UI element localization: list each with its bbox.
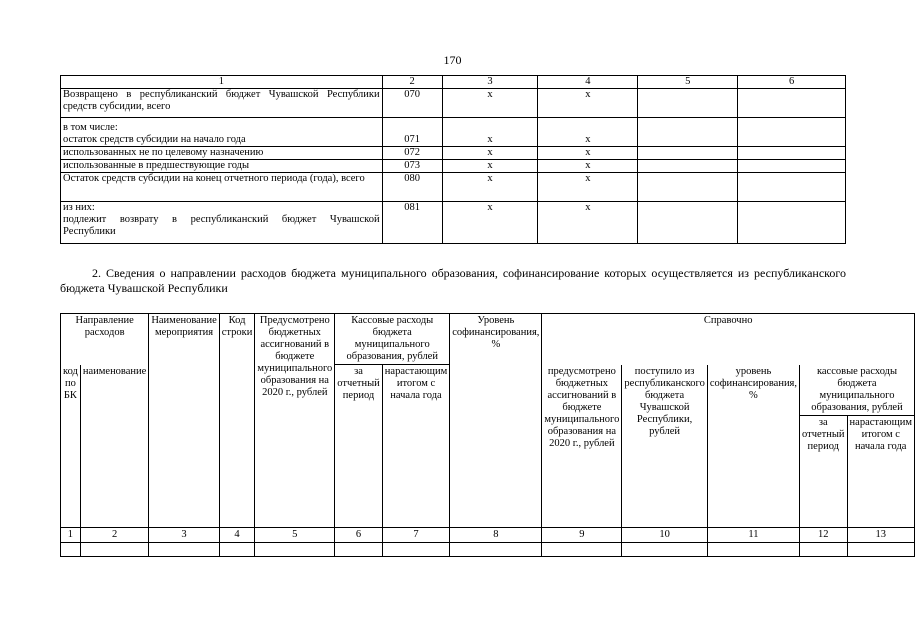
empty-cell bbox=[542, 542, 622, 556]
row-cell: x bbox=[538, 89, 638, 118]
header-cell: 4 bbox=[538, 76, 638, 89]
row-cell: x bbox=[538, 160, 638, 173]
row-name: из них: подлежит возврату в республиканский бюджет Чувашской Республики bbox=[61, 202, 383, 244]
reference-header: Справочно bbox=[542, 314, 915, 365]
row-name: Возвращено в республиканский бюджет Чувашской Республики средств субсидии, всего bbox=[61, 89, 383, 118]
empty-cell bbox=[61, 542, 81, 556]
empty-cell bbox=[255, 542, 335, 556]
table-row bbox=[61, 202, 846, 244]
event-name-header: Наименование мероприятия bbox=[149, 314, 219, 528]
row-cell bbox=[738, 118, 846, 147]
header-row-1 bbox=[61, 314, 915, 365]
ref-received-header: поступило из республиканского бюджета Чувашской Республики, рублей bbox=[622, 365, 707, 528]
row-cell: x bbox=[538, 118, 638, 147]
page-number: 170 bbox=[443, 53, 462, 67]
table-row bbox=[61, 173, 846, 202]
section-2-title: 2. Сведения о направлении расходов бюджета муниципального образования, софинансирование которых осуществляется из республиканского бюджета Чувашской Республики bbox=[60, 266, 846, 295]
row-name-text: остаток средств субсидии на начало года bbox=[63, 134, 246, 145]
column-number: 4 bbox=[219, 527, 255, 542]
row-cell: x bbox=[442, 118, 538, 147]
row-cell: x bbox=[442, 173, 538, 202]
row-name: использованных не по целевому назначению bbox=[61, 147, 383, 160]
row-cell bbox=[738, 147, 846, 160]
header-cell: 3 bbox=[442, 76, 538, 89]
planned-header: Предусмотрено бюджетных ассигнований в бюджете муниципального образования на 2020 г., рублей bbox=[255, 314, 335, 528]
table-row bbox=[61, 160, 846, 173]
header-cell: 1 bbox=[61, 76, 383, 89]
row-cell bbox=[638, 89, 738, 118]
row-cell bbox=[738, 173, 846, 202]
row-cell: x bbox=[442, 147, 538, 160]
row-code: 071 bbox=[382, 118, 442, 147]
empty-cell bbox=[622, 542, 707, 556]
empty-cell bbox=[80, 542, 148, 556]
row-cell: x bbox=[442, 89, 538, 118]
ref-planned-header: предусмотрено бюджетных ассигнований в бюджете муниципального образования на 2020 г., рублей bbox=[542, 365, 622, 528]
ref-cumulative-header: нарастающим итогом с начала года bbox=[847, 415, 914, 527]
table-row bbox=[61, 89, 846, 118]
row-cell bbox=[738, 160, 846, 173]
code-bk-header: код по БК bbox=[61, 365, 81, 528]
table-row bbox=[61, 118, 846, 147]
empty-cell bbox=[335, 542, 383, 556]
row-name: Остаток средств субсидии на конец отчетного периода (года), всего bbox=[61, 173, 383, 202]
empty-cell bbox=[450, 542, 542, 556]
empty-cell bbox=[707, 542, 799, 556]
row-cell bbox=[638, 173, 738, 202]
column-number: 7 bbox=[382, 527, 449, 542]
header-cell: 6 bbox=[738, 76, 846, 89]
row-code: 073 bbox=[382, 160, 442, 173]
cumulative-header: нарастающим итогом с начала года bbox=[382, 365, 449, 528]
empty-data-row bbox=[61, 542, 915, 556]
column-number: 12 bbox=[800, 527, 848, 542]
expenditure-table bbox=[60, 313, 915, 557]
column-numbers-row bbox=[61, 527, 915, 542]
ref-cofinancing-header: уровень софинансирования, % bbox=[707, 365, 799, 528]
column-number: 13 bbox=[847, 527, 914, 542]
column-number: 5 bbox=[255, 527, 335, 542]
empty-cell bbox=[800, 542, 848, 556]
empty-cell bbox=[847, 542, 914, 556]
header-cell: 2 bbox=[382, 76, 442, 89]
row-cell: x bbox=[442, 160, 538, 173]
table-row bbox=[61, 147, 846, 160]
ref-cash-header: кассовые расходы бюджета муниципального образования, рублей bbox=[800, 365, 915, 416]
column-number: 11 bbox=[707, 527, 799, 542]
row-code: 081 bbox=[382, 202, 442, 244]
row-code-header: Код строки bbox=[219, 314, 255, 528]
header-cell: 5 bbox=[638, 76, 738, 89]
empty-cell bbox=[382, 542, 449, 556]
row-code: 070 bbox=[382, 89, 442, 118]
row-cell: x bbox=[538, 147, 638, 160]
column-number: 8 bbox=[450, 527, 542, 542]
column-number: 6 bbox=[335, 527, 383, 542]
row-cell bbox=[638, 202, 738, 244]
subsidy-return-table bbox=[60, 75, 846, 244]
ref-period-header: за отчетный период bbox=[800, 415, 848, 527]
column-number: 3 bbox=[149, 527, 219, 542]
table-header-row bbox=[61, 76, 846, 89]
row-cell: x bbox=[538, 173, 638, 202]
direction-header: Направление расходов bbox=[61, 314, 149, 365]
row-name: использованные в предшествующие годы bbox=[61, 160, 383, 173]
column-number: 10 bbox=[622, 527, 707, 542]
column-number: 9 bbox=[542, 527, 622, 542]
row-name bbox=[61, 118, 383, 147]
row-code: 072 bbox=[382, 147, 442, 160]
row-cell: x bbox=[442, 202, 538, 244]
row-cell bbox=[738, 202, 846, 244]
row-cell bbox=[638, 147, 738, 160]
cofinancing-header: Уровень софинансирования, % bbox=[450, 314, 542, 528]
column-number: 1 bbox=[61, 527, 81, 542]
row-code: 080 bbox=[382, 173, 442, 202]
row-cell bbox=[738, 89, 846, 118]
period-header: за отчетный период bbox=[335, 365, 383, 528]
row-cell bbox=[638, 118, 738, 147]
empty-cell bbox=[219, 542, 255, 556]
row-cell: x bbox=[538, 202, 638, 244]
name-header: наименование bbox=[80, 365, 148, 528]
row-cell bbox=[638, 160, 738, 173]
column-number: 2 bbox=[80, 527, 148, 542]
row-name-prefix: в том числе: bbox=[63, 122, 118, 133]
empty-cell bbox=[149, 542, 219, 556]
cash-expenses-header: Кассовые расходы бюджета муниципального образования, рублей bbox=[335, 314, 450, 365]
